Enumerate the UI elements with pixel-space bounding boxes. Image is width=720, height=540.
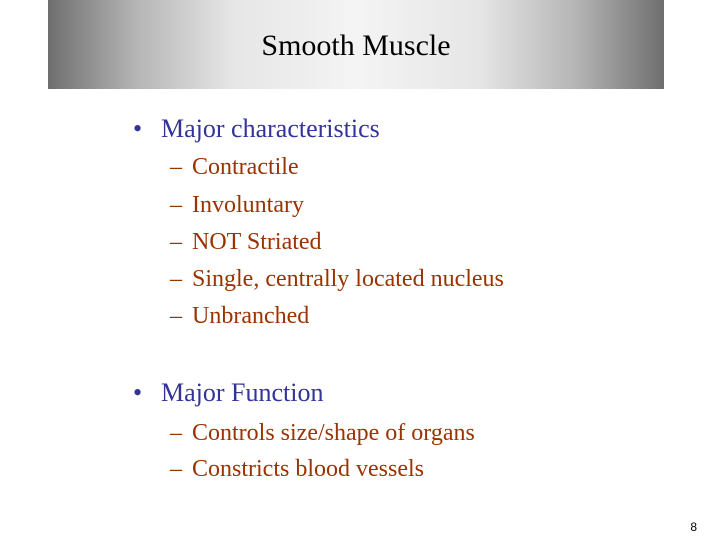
list-item-label: Involuntary bbox=[192, 192, 304, 218]
dash-icon: – bbox=[170, 303, 182, 329]
title-bar bbox=[48, 0, 664, 89]
section-heading-function bbox=[133, 377, 324, 409]
list-item-label: Single, centrally located nucleus bbox=[192, 266, 504, 292]
dash-icon: – bbox=[170, 192, 182, 218]
list-item bbox=[170, 418, 475, 448]
list-item bbox=[170, 264, 504, 294]
list-item bbox=[170, 190, 304, 220]
list-item bbox=[170, 227, 322, 257]
list-item-label: Contractile bbox=[192, 154, 299, 180]
list-item bbox=[170, 301, 309, 331]
list-item-label: Controls size/shape of organs bbox=[192, 420, 475, 446]
heading-label: Major characteristics bbox=[161, 114, 380, 143]
bullet-icon: • bbox=[133, 378, 143, 407]
dash-icon: – bbox=[170, 266, 182, 292]
list-item-label: Unbranched bbox=[192, 303, 310, 329]
bullet-icon: • bbox=[133, 114, 143, 143]
slide-title: Smooth Muscle bbox=[261, 29, 451, 62]
heading-label: Major Function bbox=[161, 378, 324, 407]
list-item bbox=[170, 152, 299, 182]
list-item bbox=[170, 454, 424, 484]
section-heading-characteristics bbox=[133, 113, 380, 145]
dash-icon: – bbox=[170, 456, 182, 482]
dash-icon: – bbox=[170, 229, 182, 255]
dash-icon: – bbox=[170, 154, 182, 180]
page-number: 8 bbox=[690, 520, 697, 534]
list-item-label: NOT Striated bbox=[192, 229, 322, 255]
list-item-label: Constricts blood vessels bbox=[192, 456, 424, 482]
dash-icon: – bbox=[170, 420, 182, 446]
